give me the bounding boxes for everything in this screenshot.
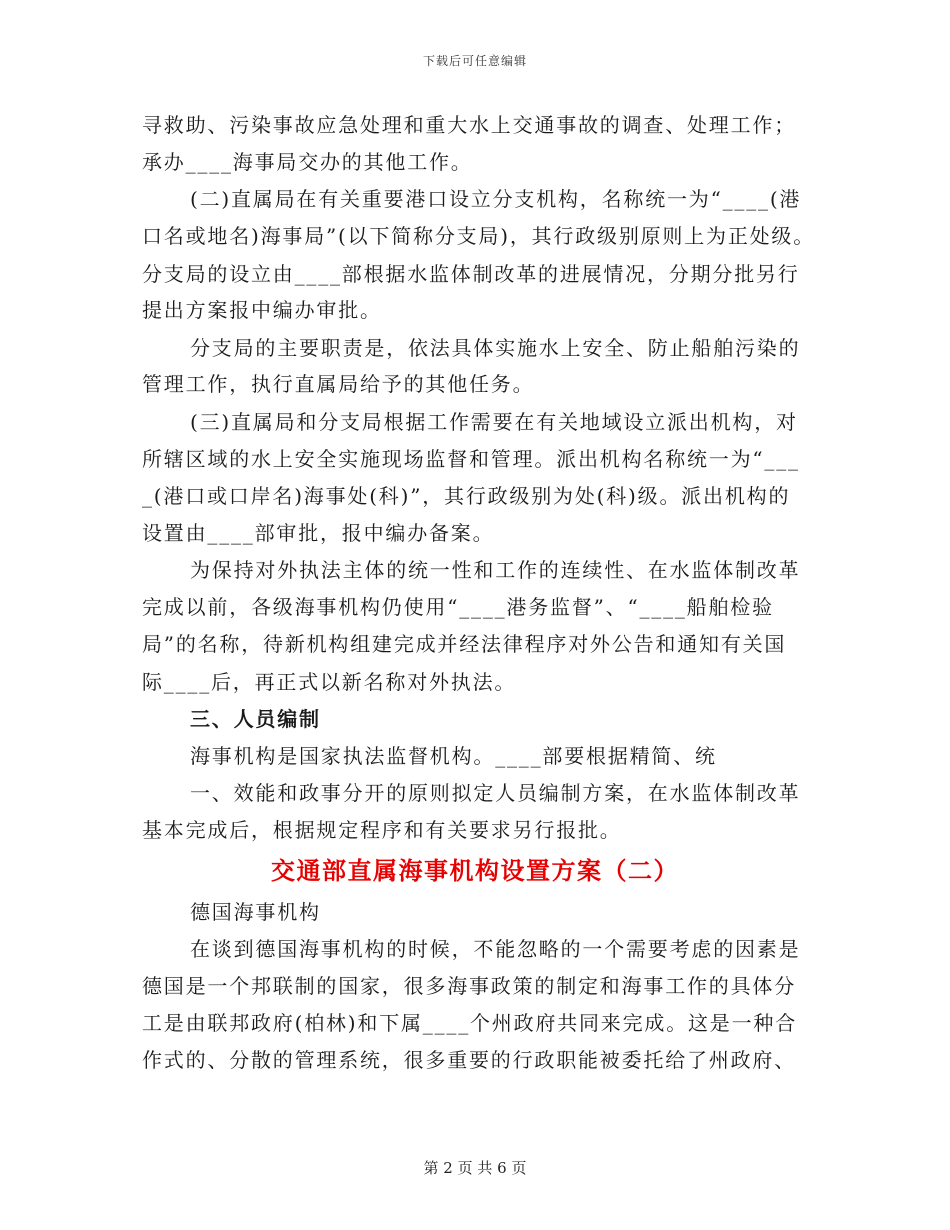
body-line: 管理工作，执行直属局给予的其他任务。: [142, 372, 535, 396]
body-line: 工是由联邦政府(柏林)和下属____个州政府共同来完成。这是一种合: [142, 1011, 798, 1035]
body-line: 提出方案报中编办审批。: [142, 298, 382, 322]
body-line: 际____后，再正式以新名称对外执法。: [142, 670, 517, 694]
page-indicator: 第 2 页 共 6 页: [423, 1159, 527, 1177]
body-line: 德国是一个邦联制的国家，很多海事政策的制定和海事工作的具体分: [142, 974, 796, 998]
body-line: 所辖区域的水上安全实施现场监督和管理。派出机构名称统一为“___: [142, 447, 800, 471]
body-line: 在谈到德国海事机构的时候，不能忽略的一个需要考虑的因素是: [190, 937, 801, 961]
body-line: 设置由____部审批，报中编办备案。: [142, 521, 495, 545]
body-line: (三)直属局和分支局根据工作需要在有关地域设立派出机构，对: [190, 410, 798, 434]
document-title: 交通部直属海事机构设置方案（二）: [271, 857, 679, 885]
body-line: 寻救助、污染事故应急处理和重大水上交通事故的调查、处理工作；: [142, 113, 796, 137]
body-line: 作式的、分散的管理系统，很多重要的行政职能被委托给了州政府、: [142, 1048, 796, 1072]
body-line: 一、效能和政事分开的原则拟定人员编制方案，在水监体制改革: [190, 781, 801, 805]
body-line: 分支局的设立由____部根据水监体制改革的进展情况，分期分批另行: [142, 262, 800, 286]
section-heading: 三、人员编制: [190, 707, 321, 731]
body-line: 基本完成后，根据规定程序和有关要求另行报批。: [142, 818, 622, 842]
body-line: 完成以前，各级海事机构仍使用“____港务监督”、“____船舶检验: [142, 595, 774, 619]
body-line: 局”的名称，待新机构组建完成并经法律程序对外公告和通知有关国: [142, 632, 787, 656]
body-line: 分支局的主要职责是，依法具体实施水上安全、防止船舶污染的: [190, 336, 801, 360]
body-line: (二)直属局在有关重要港口设立分支机构，名称统一为“____(港: [190, 187, 802, 211]
header-note: 下载后可任意编辑: [422, 54, 527, 68]
body-line: 口名或地名)海事局”(以下简称分支局)，其行政级别原则上为正处级。: [142, 224, 816, 248]
body-line: 承办____海事局交办的其他工作。: [142, 150, 473, 174]
body-line: _(港口或口岸名)海事处(科)”，其行政级别为处(科)级。派出机构的: [142, 484, 791, 508]
subsection-heading: 德国海事机构: [190, 900, 321, 924]
body-line: 为保持对外执法主体的统一性和工作的连续性、在水监体制改革: [190, 558, 801, 582]
body-line: 海事机构是国家执法监督机构。____部要根据精简、统: [190, 744, 717, 768]
